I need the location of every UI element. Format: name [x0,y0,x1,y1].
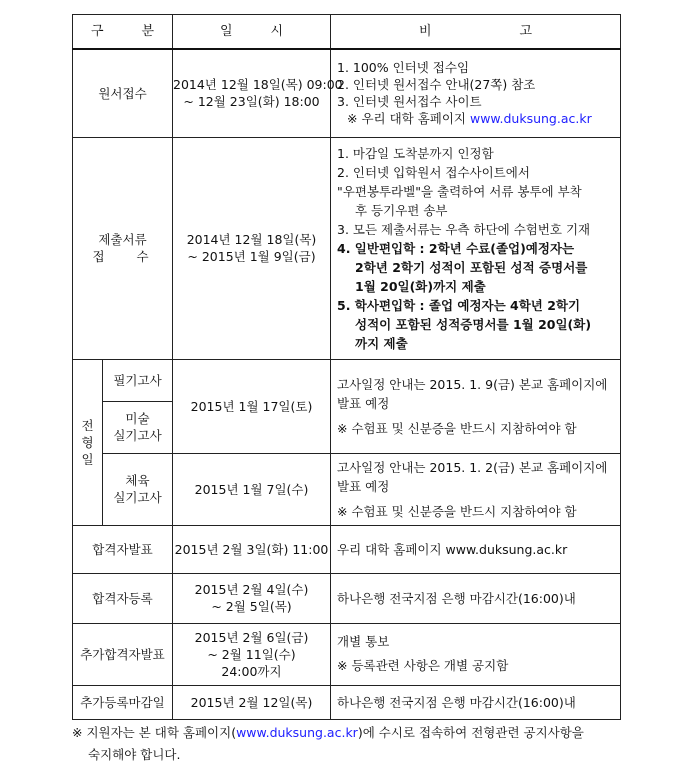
category-written-exam: 필기고사 [103,359,173,401]
remarks-register: 하나은행 전국지점 은행 마감시간(16:00)내 [331,573,621,623]
date-announce: 2015년 2월 3일(화) 11:00 [173,525,331,573]
footnote: ※ 지원자는 본 대학 홈페이지(www.duksung.ac.kr)에 수시로 접속하여 전형관련 공지사항을 숙지해야 합니다. [72,725,584,762]
category-application: 원서접수 [73,49,173,137]
category-screening-group: 전 형 일 [73,359,103,525]
table-row-application [73,49,621,137]
remarks-art-exam: 고사일정 안내는 2015. 1. 9(금) 본교 홈페이지에 발표 예정 ※ 수험표 및 신분증을 반드시 지참하여야 함 [331,359,621,453]
table-row-register [73,573,621,623]
header-category: 구 분 [73,15,173,50]
table-row-extra-announce [73,623,621,685]
remarks-pe-exam: 고사일정 안내는 2015. 1. 2(금) 본교 홈페이지에 발표 예정 ※ 수험표 및 신분증을 반드시 지참하여야 함 [331,453,621,525]
remarks-extra-announce: 개별 통보 ※ 등록관련 사항은 개별 공지함 [331,623,621,685]
date-extra-announce: 2015년 2월 6일(금) ~ 2월 11일(수) 24:00까지 [173,623,331,685]
homepage-link[interactable]: www.duksung.ac.kr [469,111,592,127]
admission-schedule-table [72,14,621,720]
category-art-exam: 미술 실기고사 [103,401,173,453]
header-remarks: 비 고 [331,15,621,50]
table-row-extra-register [73,685,621,719]
footnote-homepage-link[interactable]: www.duksung.ac.kr [236,725,358,740]
remarks-extra-register: 하나은행 전국지점 은행 마감시간(16:00)내 [331,685,621,719]
header-date: 일 시 [173,15,331,50]
table-row-announce [73,525,621,573]
date-extra-register: 2015년 2월 12일(목) [173,685,331,719]
table-row-pe-exam [73,453,621,525]
date-register: 2015년 2월 4일(수) ~ 2월 5일(목) [173,573,331,623]
category-pe-exam: 체육 실기고사 [103,453,173,525]
category-documents: 제출서류 접 수 [73,137,173,359]
remarks-announce: 우리 대학 홈페이지 www.duksung.ac.kr [331,525,621,573]
category-register: 합격자등록 [73,573,173,623]
date-pe-exam: 2015년 1월 7일(수) [173,453,331,525]
category-extra-announce: 추가합격자발표 [73,623,173,685]
remarks-application: 1. 100% 인터넷 접수임 2. 인터넷 원서접수 안내(27쪽) 참조 3. 인터넷 원서접수 사이트 ※ 우리 대학 홈페이지 www.duksung.ac.kr [331,49,621,137]
table-row-written-exam [73,359,621,401]
category-extra-register: 추가등록마감일 [73,685,173,719]
category-announce: 합격자발표 [73,525,173,573]
date-application: 2014년 12월 18일(목) 09:00 ~ 12월 23일(화) 18:00 [173,49,331,137]
remarks-documents: 1. 마감일 도착분까지 인정함 2. 인터넷 입학원서 접수사이트에서 "우편봉투라벨"을 출력하여 서류 봉투에 부착 후 등기우편 송부 3. 모든 제출서류는 우측 하단에 수험번호 기재 4. 일반편입학 : 2학년 수료(졸업)예정자는 2학년 2학기 성적이 포함된 성적 증명서를 1월 20일(화)까지 제출 5. 학사편입학 : 졸업 예정자는 4학년 2학기 성적이 포함된 성적증명서를 1월 20일(화) 까지 제출 [331,137,621,359]
date-documents: 2014년 12월 18일(목) ~ 2015년 1월 9일(금) [173,137,331,359]
table-row-documents [73,137,621,359]
date-art-exam: 2015년 1월 17일(토) [173,359,331,453]
table-header-row [73,15,621,50]
